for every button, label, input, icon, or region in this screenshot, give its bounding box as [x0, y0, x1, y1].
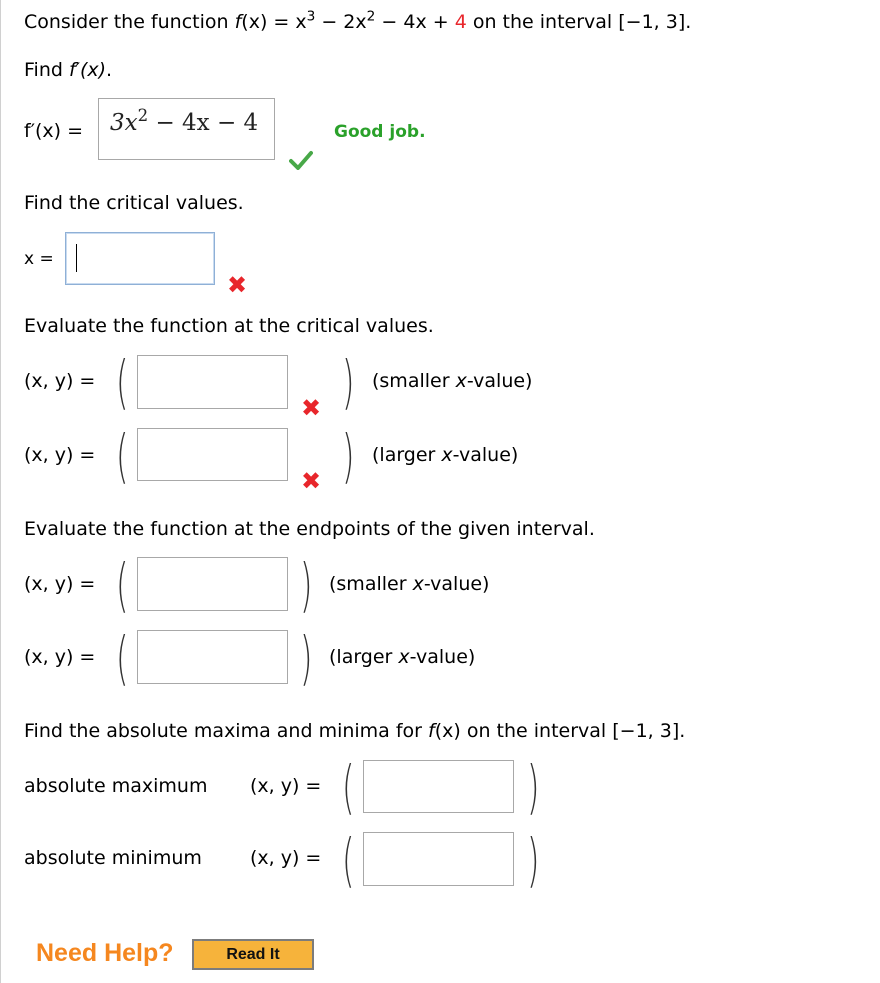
note-text: (larger — [329, 646, 399, 668]
function-argument: (x) = x — [241, 11, 307, 33]
abs-min-label: absolute minimum — [24, 847, 202, 869]
note-suffix: -value) — [409, 646, 476, 668]
note-x: x — [455, 370, 467, 392]
feedback-good-job: Good job. — [334, 122, 426, 142]
abs-prompt-text: Find the absolute maxima and minima for — [24, 720, 429, 742]
derivative-answer — [110, 105, 259, 136]
close-paren: ) — [342, 422, 355, 490]
critical-values-prompt: Find the critical values. — [24, 192, 244, 214]
abs-max-input-box[interactable] — [363, 760, 514, 813]
endpoint-eval-row1-label: (x, y) = — [24, 573, 96, 595]
endpoint-eval-row1-input-box[interactable] — [137, 557, 288, 611]
text-cursor — [76, 244, 77, 272]
critical-values-input-box[interactable] — [65, 232, 215, 285]
critical-eval-row1-input-box[interactable] — [137, 355, 288, 409]
endpoint-eval-row2-input-box[interactable] — [137, 630, 288, 684]
note-suffix: -value) — [452, 444, 519, 466]
derivative-prompt — [24, 61, 112, 80]
open-paren: ( — [116, 422, 129, 490]
derivative-prompt-period: . — [106, 59, 113, 81]
critical-eval-row1-input[interactable] — [138, 356, 287, 408]
endpoint-eval-row2-note — [329, 648, 475, 667]
derivative-prompt-text: Find — [24, 59, 69, 81]
abs-extrema-prompt — [24, 722, 685, 741]
incorrect-x-icon: ✖ — [301, 394, 322, 422]
read-it-button[interactable]: Read It — [192, 939, 314, 970]
critical-eval-prompt: Evaluate the function at the critical values. — [24, 315, 434, 337]
note-text: (smaller — [329, 573, 413, 595]
critical-values-input[interactable] — [66, 233, 214, 284]
critical-values-label: x = — [24, 249, 54, 269]
derivative-label: f′(x) = — [24, 120, 84, 142]
function-constant: 4 — [454, 11, 467, 33]
open-paren: ( — [342, 753, 355, 821]
note-suffix: -value) — [466, 370, 533, 392]
critical-eval-row1-note — [372, 372, 532, 391]
exponent-2: 2 — [366, 8, 376, 25]
function-term-3: − 4x + — [375, 11, 455, 33]
derivative-term-rest: − 4x − 4 — [148, 110, 259, 136]
note-x: x — [398, 646, 410, 668]
critical-eval-row1-label: (x, y) = — [24, 370, 96, 392]
function-name: f — [234, 11, 242, 33]
open-paren: ( — [116, 624, 129, 692]
abs-min-input[interactable] — [364, 833, 513, 885]
abs-prompt-suffix: (x) on the interval [−1, 3]. — [434, 720, 686, 742]
critical-eval-row2-input-box[interactable] — [137, 428, 288, 481]
critical-eval-row2-note — [372, 446, 518, 465]
critical-eval-row2-input[interactable] — [138, 429, 287, 480]
derivative-term-1: 3x — [110, 110, 138, 136]
note-x: x — [441, 444, 453, 466]
close-paren: ) — [527, 753, 540, 821]
note-text: (smaller — [372, 370, 456, 392]
problem-statement — [24, 8, 692, 33]
abs-max-label: absolute maximum — [24, 775, 208, 797]
derivative-exponent: 2 — [137, 105, 149, 125]
abs-max-xy-label: (x, y) = — [250, 775, 322, 797]
note-suffix: -value) — [423, 573, 490, 595]
open-paren: ( — [116, 348, 129, 416]
problem-prefix: Consider the function — [24, 11, 235, 33]
function-term-2: − 2x — [315, 11, 367, 33]
incorrect-x-icon: ✖ — [227, 271, 248, 299]
endpoint-eval-prompt: Evaluate the function at the endpoints of the given interval. — [24, 518, 595, 540]
close-paren: ) — [300, 624, 313, 692]
note-text: (larger — [372, 444, 442, 466]
endpoint-eval-row1-note — [329, 575, 489, 594]
abs-min-input-box[interactable] — [363, 832, 514, 886]
note-x: x — [412, 573, 424, 595]
close-paren: ) — [527, 826, 540, 894]
endpoint-eval-row2-label: (x, y) = — [24, 646, 96, 668]
open-paren: ( — [342, 826, 355, 894]
abs-max-input[interactable] — [364, 761, 513, 812]
endpoint-eval-row2-input[interactable] — [138, 631, 287, 683]
open-paren: ( — [116, 551, 129, 619]
interval-text: on the interval [−1, 3]. — [466, 11, 692, 33]
incorrect-x-icon: ✖ — [301, 467, 322, 495]
derivative-prompt-fx: f′(x) — [68, 59, 107, 81]
abs-prompt-f: f — [428, 720, 435, 742]
critical-eval-row2-label: (x, y) = — [24, 444, 96, 466]
need-help-label: Need Help? — [36, 939, 174, 967]
checkmark-icon — [289, 150, 313, 175]
page-left-border — [0, 0, 1, 983]
abs-min-xy-label: (x, y) = — [250, 847, 322, 869]
close-paren: ) — [300, 551, 313, 619]
close-paren: ) — [342, 348, 355, 416]
exponent-3: 3 — [306, 8, 316, 25]
endpoint-eval-row1-input[interactable] — [138, 558, 287, 610]
